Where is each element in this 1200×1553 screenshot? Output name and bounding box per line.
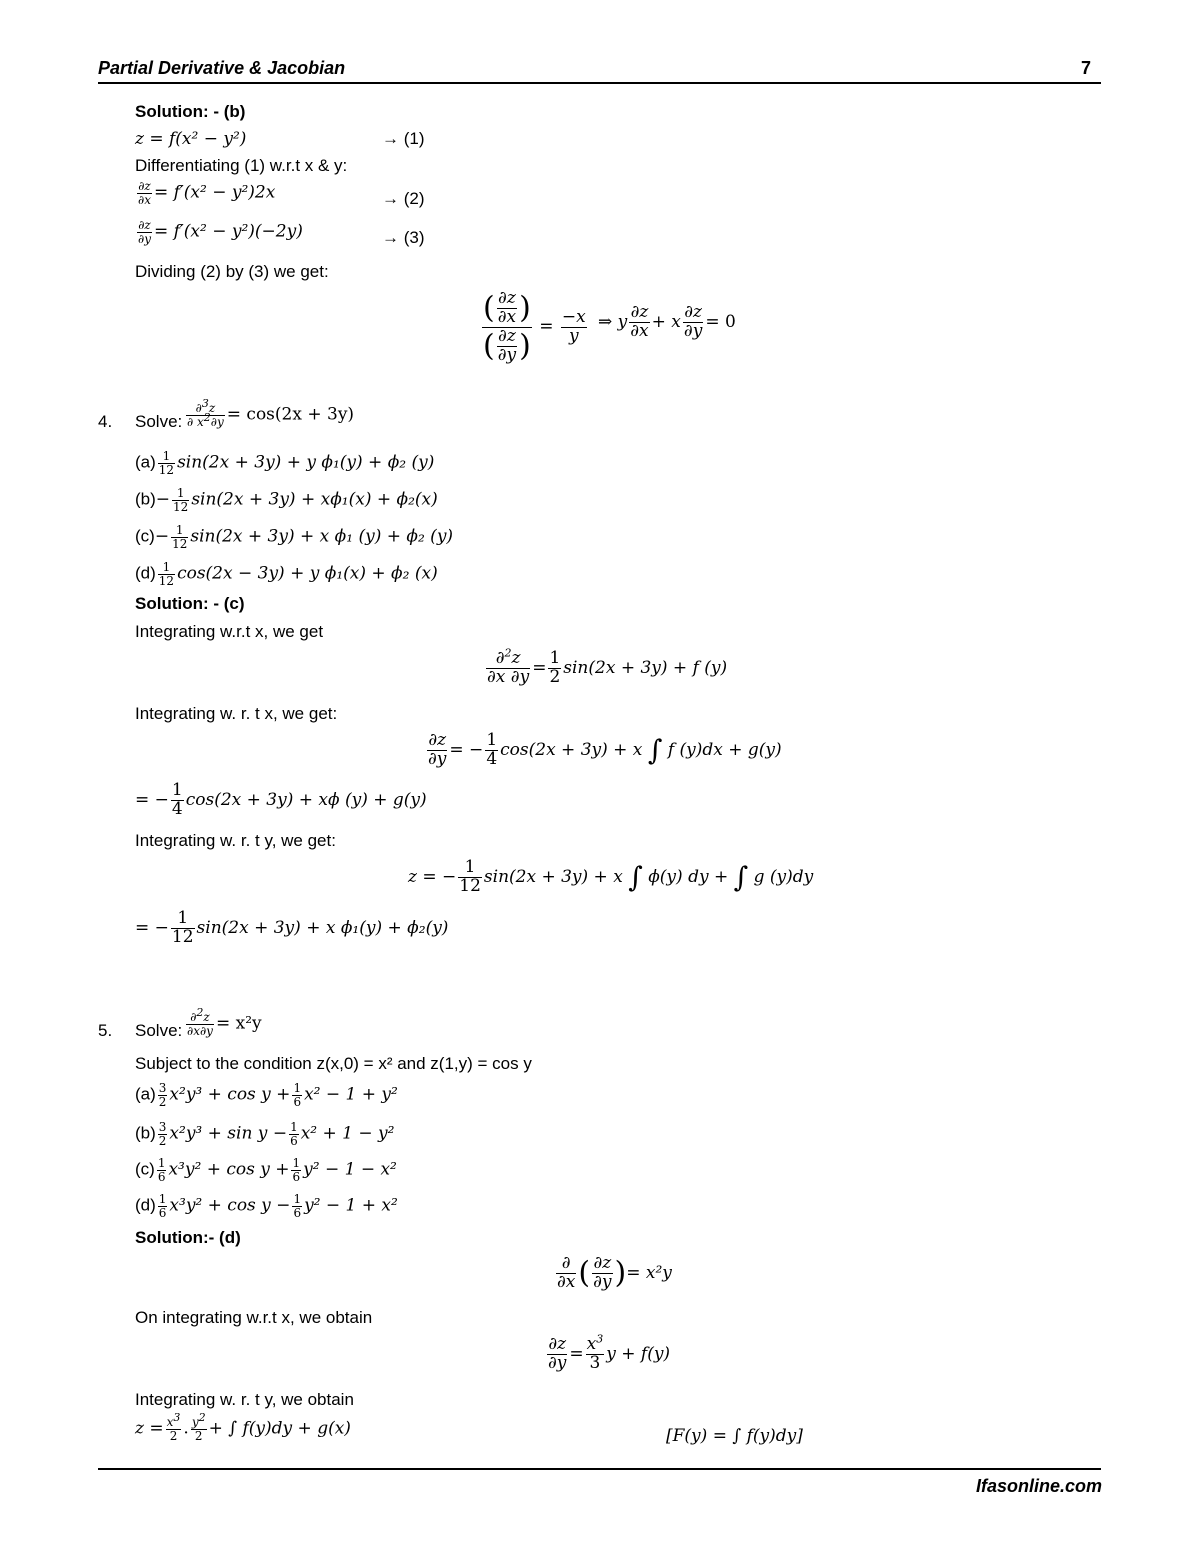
- q5-option-b-text2: x² + 1 − y²: [300, 1123, 395, 1144]
- q4-solution-label: Solution: - (c): [135, 594, 245, 613]
- q4-int-x2-text: Integrating w. r. t x, we get:: [135, 704, 338, 723]
- q4-option-b-text: sin(2x + 3y) + xϕ₁(x) + ϕ₂(x): [191, 489, 438, 510]
- p3-diff-text: Differentiating (1) w.r.t x & y:: [135, 156, 348, 175]
- p3-ratio-num: −x: [561, 306, 586, 327]
- p3-eq3-rhs: = f′(x² − y²)(−2y): [153, 221, 303, 242]
- q4-step3-rhs: cos(2x + 3y) + xϕ (y) + g(y): [185, 789, 427, 810]
- q4-step4-mid: ϕ(y) dy +: [648, 866, 729, 887]
- q5-solve-label: Solve:: [135, 1021, 183, 1040]
- q4-step5-rhs: sin(2x + 3y) + x ϕ₁(y) + ϕ₂(y): [196, 917, 449, 938]
- q4-step2: $\frac{\partial z}{\partial y}$ = − $\frac{1}{4}$ cos(2x + 3y) + x ∫ f (y)dx + g(y): [428, 730, 782, 769]
- q4-step1: $\frac{\partial^2z}{\partial x \partial y}$ = $\frac{1}{2}$ sin(2x + 3y) + f (y): [487, 646, 728, 687]
- q5-option-a: (a) $\frac{3}{2}$ x²y³ + cos y + $\frac{1}{6}$ x² − 1 + y²: [135, 1081, 398, 1109]
- footer-rule: [98, 1468, 1101, 1470]
- q5-int-y-text: Integrating w. r. t y, we obtain: [135, 1390, 354, 1409]
- q5-note: [F(y) = ∫ f(y)dy]: [666, 1426, 803, 1446]
- q5-equation: $\frac{\partial^2z}{\partial x\partial y}$ = x²y: [187, 1006, 262, 1038]
- q5-option-a-text1: x²y³ + cos y +: [169, 1084, 291, 1105]
- q5-step2-rhs: y + f(y): [606, 1343, 671, 1364]
- q5-option-c: (c) $\frac{1}{6}$ x³y² + cos y + $\frac{1}{6}$ y² − 1 − x²: [135, 1156, 397, 1184]
- q4-step3: = − $\frac{1}{4}$ cos(2x + 3y) + xϕ (y) + g(y): [135, 780, 427, 819]
- q4-option-d-text: cos(2x − 3y) + y ϕ₁(x) + ϕ₂ (x): [177, 563, 438, 584]
- q5-step3: z = $\frac{x^3}{2}$ . $\frac{y^2}{2}$ + ∫ f(y)dy + g(x): [135, 1411, 351, 1443]
- q5-option-a-text2: x² − 1 + y²: [304, 1084, 398, 1105]
- q4-step4: z = − $\frac{1}{12}$ sin(2x + 3y) + x ∫ ϕ(y) dy + ∫ g (y)dy: [408, 857, 814, 896]
- q4-number: 4.: [98, 412, 113, 431]
- p3-result: ⇒ y $\frac{\partial z}{\partial x}$ + x $\frac{\partial z}{\partial y}$ = 0: [598, 302, 736, 341]
- q5-option-c-text2: y² − 1 − x²: [303, 1159, 397, 1180]
- footer-site: Ifasonline.com: [975, 1476, 1102, 1496]
- p3-ref2: → (2): [382, 189, 425, 208]
- q5-option-d: (d) $\frac{1}{6}$ x³y² + cos y − $\frac{1}{6}$ y² − 1 + x²: [135, 1192, 398, 1220]
- q4-step2-rhs: cos(2x + 3y) + x: [500, 739, 643, 760]
- header-rule: [98, 82, 1101, 84]
- q5-solution-label: Solution:- (d): [135, 1228, 241, 1247]
- q5-step1: $\frac{\partial}{\partial x}$ ( $\frac{\partial z}{\partial y}$ )= x²y: [557, 1253, 672, 1292]
- q4-step4-lhs: z = −: [408, 866, 457, 887]
- q5-option-d-text1: x³y² + cos y −: [169, 1195, 291, 1216]
- p3-eq1: z = f(x² − y²): [135, 129, 247, 149]
- q5-step2: $\frac{\partial z}{\partial y}$ = $\frac{x^3}{3}$ y + f(y): [548, 1332, 671, 1373]
- q5-step3-tail: + ∫ f(y)dy + g(x): [208, 1418, 351, 1439]
- q4-int-x-text: Integrating w.r.t x, we get: [135, 622, 324, 641]
- q5-condition: Subject to the condition z(x,0) = x² and z(1,y) = cos y: [135, 1054, 532, 1073]
- page-header: [98, 58, 1101, 82]
- q4-step1-rhs: sin(2x + 3y) + f (y): [563, 657, 728, 678]
- p3-result-value: = 0: [705, 311, 736, 332]
- q5-step1-rhs: = x²y: [626, 1262, 672, 1283]
- p3-solution-label: Solution: - (b): [135, 102, 246, 121]
- q5-option-b-text1: x²y³ + sin y −: [169, 1123, 288, 1144]
- q5-option-b: (b) $\frac{3}{2}$ x²y³ + sin y − $\frac{1}{6}$ x² + 1 − y²: [135, 1120, 395, 1148]
- q4-option-c-text: sin(2x + 3y) + x ϕ₁ (y) + ϕ₂ (y): [190, 526, 454, 547]
- page-number: 7: [1080, 58, 1091, 78]
- p3-ratio-den: y: [569, 325, 579, 346]
- q4-int-y-text: Integrating w. r. t y, we get:: [135, 831, 336, 850]
- q4-option-d: (d) $\frac{1}{12}$ cos(2x − 3y) + y ϕ₁(x) + ϕ₂ (x): [135, 560, 438, 588]
- p3-eq2-rhs: = f′(x² − y²)2x: [153, 182, 276, 203]
- q4-step4-tail: g (y)dy: [753, 866, 814, 887]
- q4-rhs: = cos(2x + 3y): [226, 404, 355, 425]
- q5-int-x-text: On integrating w.r.t x, we obtain: [135, 1308, 373, 1327]
- header-title: Partial Derivative & Jacobian: [98, 58, 346, 78]
- q5-option-d-text2: y² − 1 + x²: [304, 1195, 398, 1216]
- q4-equation: $\frac{\partial^3z}{\partial x^2\partial y}$ = cos(2x + 3y): [187, 397, 355, 429]
- q5-rhs: = x²y: [215, 1013, 262, 1034]
- q5-number: 5.: [98, 1021, 113, 1040]
- q4-step2-tail: f (y)dx + g(y): [667, 739, 782, 760]
- p3-eq2: $\frac{\partial z}{\partial x}$ = f′(x² − y²)2x: [138, 179, 276, 207]
- q4-option-c: (c)− $\frac{1}{12}$ sin(2x + 3y) + x ϕ₁ (y) + ϕ₂ (y): [135, 523, 454, 551]
- q4-option-a-text: sin(2x + 3y) + y ϕ₁(y) + ϕ₂ (y): [177, 452, 435, 473]
- q4-option-a: (a) $\frac{1}{12}$ sin(2x + 3y) + y ϕ₁(y) + ϕ₂ (y): [135, 449, 435, 477]
- p3-ratio: ( $\frac{\partial z}{\partial x}$ ) ( $\frac{\partial z}{\partial y}$ ) = $\frac{-x}{y}$: [483, 288, 586, 365]
- p3-ref3: → (3): [382, 228, 425, 247]
- q4-step5: = − $\frac{1}{12}$ sin(2x + 3y) + x ϕ₁(y) + ϕ₂(y): [135, 908, 449, 947]
- p3-divide-text: Dividing (2) by (3) we get:: [135, 262, 329, 281]
- q5-option-c-text1: x³y² + cos y +: [168, 1159, 290, 1180]
- p3-eq3: $\frac{\partial z}{\partial y}$ = f′(x² − y²)(−2y): [138, 218, 303, 246]
- q4-option-b: (b)− $\frac{1}{12}$ sin(2x + 3y) + xϕ₁(x) + ϕ₂(x): [135, 486, 438, 514]
- p3-ref1: → (1): [382, 129, 425, 148]
- q4-step4-rhs: sin(2x + 3y) + x: [483, 866, 623, 887]
- q4-solve-label: Solve:: [135, 412, 183, 431]
